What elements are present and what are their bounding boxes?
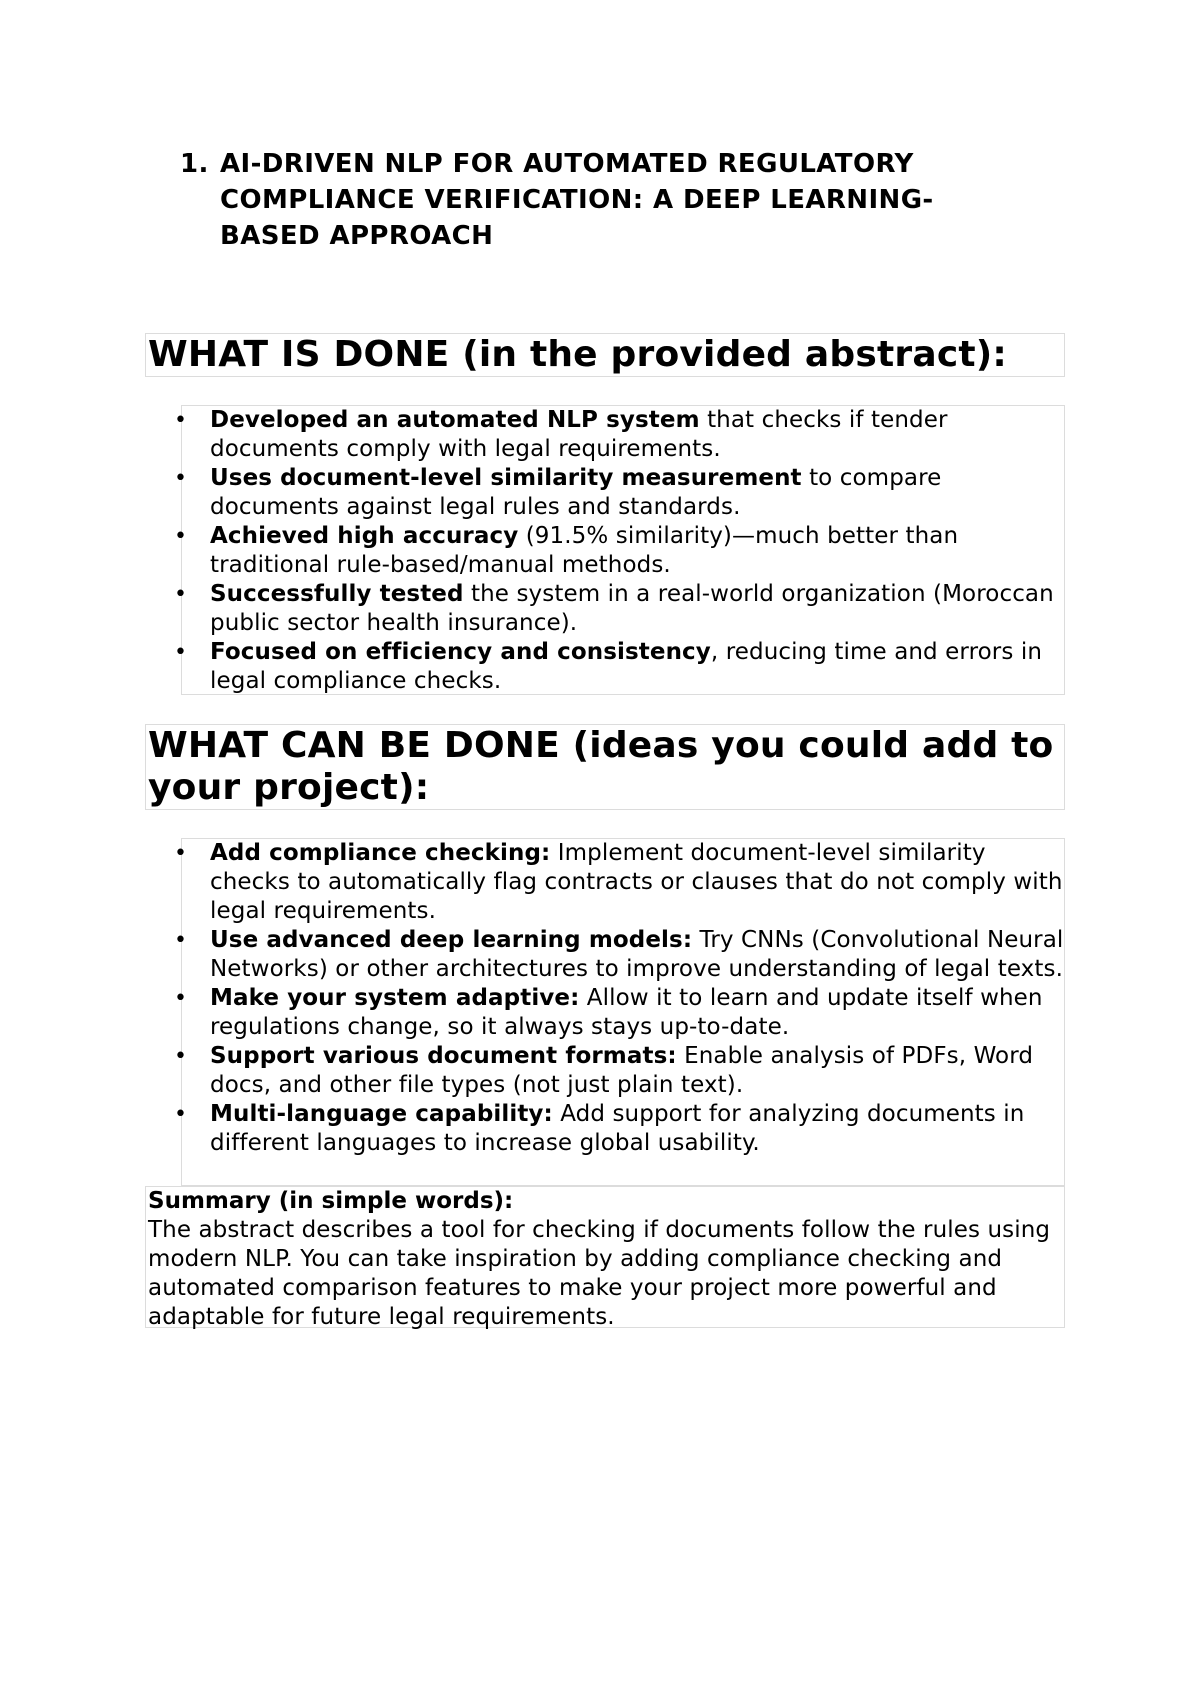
done-heading: WHAT IS DONE (in the provided abstract): <box>148 334 1008 375</box>
list-item-text: to compare documents against legal rules and standards. <box>210 465 942 520</box>
list-item <box>174 638 1064 696</box>
can-be-done-list <box>174 839 1064 1158</box>
list-item <box>174 406 1064 464</box>
list-item-bold-lead: Successfully tested <box>210 581 464 607</box>
bullet-icon: • <box>174 524 188 549</box>
list-item-text: the system in a real-world organization (Moroccan public sector health insurance). <box>210 581 1054 636</box>
can-be-done-list-frame <box>174 838 1065 1186</box>
list-item-text: Add support for analyzing documents in different languages to increase global usability. <box>210 1101 1025 1156</box>
bullet-icon: • <box>174 841 188 866</box>
list-item <box>174 1100 1064 1158</box>
list-item-bold-lead: Use advanced deep learning models: <box>210 927 693 953</box>
list-item-bold-lead: Developed an automated NLP system <box>210 407 700 433</box>
list-item-bold-lead: Uses document-level similarity measurement <box>210 465 802 491</box>
bullet-icon: • <box>174 1044 188 1069</box>
list-item <box>174 839 1064 926</box>
list-item-text: that checks if tender documents comply with legal requirements. <box>210 407 948 462</box>
list-item <box>174 580 1064 638</box>
list-item-text: Implement document-level similarity checks to automatically flag contracts or clauses that do not comply with legal requirements. <box>210 840 1063 924</box>
list-item-bold-lead: Focused on efficiency and consistency <box>210 639 711 665</box>
bullet-icon: • <box>174 1102 188 1127</box>
list-item <box>174 464 1064 522</box>
can-be-done-heading-frame <box>145 724 1065 810</box>
list-item <box>174 926 1064 984</box>
list-item-bold-lead: Make your system adaptive: <box>210 985 580 1011</box>
list-item <box>174 984 1064 1042</box>
bullet-icon: • <box>174 986 188 1011</box>
bullet-icon: • <box>174 408 188 433</box>
summary-heading: Summary (in simple words): <box>148 1188 514 1214</box>
done-list-frame <box>174 405 1065 695</box>
summary-body: The abstract describes a tool for checking if documents follow the rules using modern NLP. You can take inspiration by adding compliance checking and automated comparison features to make your project more powerful and adaptable for future legal requirements. <box>148 1217 1051 1330</box>
done-heading-frame <box>145 333 1065 377</box>
bullet-icon: • <box>174 928 188 953</box>
list-item-bold-lead: Achieved high accuracy <box>210 523 519 549</box>
title-number: 1. <box>180 149 209 179</box>
bullet-icon: • <box>174 582 188 607</box>
title-text: AI-DRIVEN NLP FOR AUTOMATED REGULATORY COMPLIANCE VERIFICATION: A DEEP LEARNING-BASED APPROACH <box>220 149 934 251</box>
summary-frame <box>145 1186 1065 1328</box>
bullet-icon: • <box>174 466 188 491</box>
list-item-bold-lead: Add compliance checking: <box>210 840 551 866</box>
list-item-bold-lead: Support various document formats: <box>210 1043 677 1069</box>
done-list <box>174 406 1064 696</box>
can-be-done-heading: WHAT CAN BE DONE (ideas you could add to your project): <box>148 725 1054 808</box>
list-item-text: Enable analysis of PDFs, Word docs, and other file types (not just plain text). <box>210 1043 1034 1098</box>
list-item-text: , reducing time and errors in legal compliance checks. <box>210 639 1043 694</box>
list-item-bold-lead: Multi-language capability: <box>210 1101 553 1127</box>
bullet-icon: • <box>174 640 188 665</box>
list-item <box>174 1042 1064 1100</box>
document-title <box>180 146 1000 254</box>
list-item-text: Allow it to learn and update itself when regulations change, so it always stays up-to-date. <box>210 985 1043 1040</box>
list-item-text: (91.5% similarity)—much better than traditional rule-based/manual methods. <box>210 523 959 578</box>
list-item <box>174 522 1064 580</box>
list-item-text: Try CNNs (Convolutional Neural Networks) or other architectures to improve understanding of legal texts. <box>210 927 1064 982</box>
